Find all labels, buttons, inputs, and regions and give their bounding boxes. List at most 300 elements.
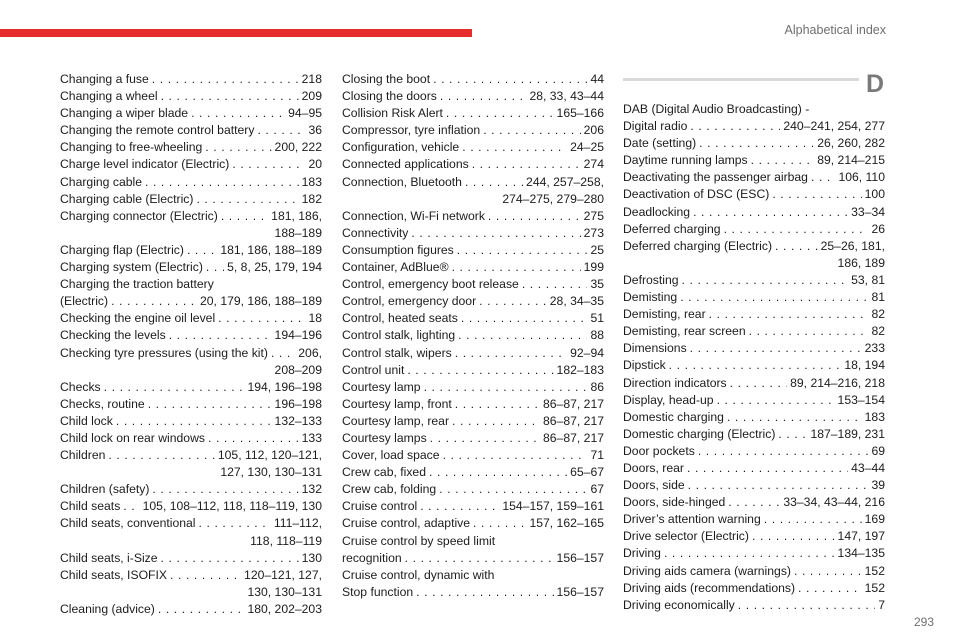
index-entry: [342, 71, 604, 88]
index-entry-term: Courtesy lamps: [342, 430, 427, 445]
index-entry-term: Drive selector (Electric): [623, 529, 749, 544]
index-entry-pages[interactable]: 100: [864, 187, 885, 202]
dot-leader: [682, 272, 849, 289]
index-entry: [60, 310, 322, 327]
index-entry-term: Deferred charging: [623, 221, 721, 236]
index-entry-term: Driving: [623, 546, 661, 561]
dot-leader: [738, 597, 875, 614]
index-entry-pages[interactable]: 67: [590, 482, 604, 497]
dot-leader: [690, 340, 862, 357]
dot-leader: [693, 204, 848, 221]
dot-leader: [751, 152, 815, 169]
index-entry-pages[interactable]: 218: [301, 72, 322, 86]
index-entry-heading-line: Cruise control by speed limit: [342, 533, 496, 548]
index-entry: [623, 494, 885, 511]
index-entry-row: [342, 156, 604, 173]
index-entry-pages[interactable]: 133: [301, 430, 322, 445]
index-entry-pages[interactable]: 169: [864, 512, 885, 527]
index-entry-term: Crew cab, fixed: [342, 465, 426, 480]
index-entry-pages-continued[interactable]: 188–189: [274, 225, 322, 240]
index-entry: [342, 413, 604, 430]
dot-leader: [420, 498, 499, 515]
index-entry-term: recognition: [342, 550, 402, 565]
index-entry-pages[interactable]: 180, 202–203: [247, 601, 322, 616]
index-entry: [342, 105, 604, 122]
index-entry: [342, 208, 604, 225]
page-header-title: Alphabetical index: [784, 23, 886, 37]
index-entry-term: Crew cab, folding: [342, 482, 437, 497]
index-entry-pages[interactable]: 196–198: [274, 396, 322, 411]
dot-leader: [161, 88, 299, 105]
index-entry-term: Control stalk, lighting: [342, 328, 456, 343]
index-entry-pages[interactable]: 275: [583, 208, 604, 223]
index-entry: [623, 204, 885, 221]
index-entry-pages[interactable]: 132–133: [274, 413, 322, 428]
index-entry-heading-line: DAB (Digital Audio Broadcasting) -: [623, 102, 810, 116]
index-entry-row: [60, 191, 322, 208]
index-entry-row: [60, 327, 322, 344]
index-entry: [60, 242, 322, 259]
index-entry: [342, 156, 604, 173]
dot-leader: [440, 88, 527, 105]
index-entry: [342, 533, 604, 567]
index-entry-term: Closing the boot: [342, 72, 431, 86]
index-entry: [623, 409, 885, 426]
index-entry: [623, 392, 885, 409]
index-entry-row: [342, 208, 604, 225]
dot-leader: [271, 345, 295, 362]
index-entry-pages[interactable]: 88: [590, 328, 604, 343]
index-entry-term: Changing a fuse: [60, 72, 149, 86]
index-entry-pages[interactable]: 39: [871, 478, 885, 493]
index-entry: [342, 139, 604, 156]
index-entry-pages[interactable]: 187–189, 231: [810, 426, 885, 441]
dot-leader: [462, 139, 567, 156]
dot-leader: [429, 464, 567, 481]
index-entry-row: [623, 443, 885, 460]
index-entry-pages[interactable]: 181, 186,: [271, 208, 322, 223]
index-entry-row: [623, 409, 885, 426]
index-entry-row: [623, 340, 885, 357]
index-entry: [623, 460, 885, 477]
dot-leader: [472, 156, 581, 173]
index-entry-pages[interactable]: 43–44: [851, 460, 885, 475]
index-entry-pages[interactable]: 81: [871, 290, 885, 305]
dot-leader: [698, 443, 869, 460]
index-entry-pages-continued[interactable]: 127, 130, 130–131: [220, 465, 322, 480]
index-entry-pages-continued[interactable]: 130, 130–131: [247, 584, 322, 599]
index-entry-row: [342, 242, 604, 259]
page-number: 293: [913, 615, 934, 629]
index-entry: [342, 242, 604, 259]
index-entry-term: Changing the remote control battery: [60, 123, 255, 138]
index-entry-pages[interactable]: 5, 8, 25, 179, 194: [227, 260, 322, 275]
index-entry: [623, 238, 885, 272]
index-entry-term: Control unit: [342, 362, 405, 377]
index-entry: [623, 580, 885, 597]
index-entry-row: [60, 515, 322, 532]
dot-leader: [457, 242, 588, 259]
dot-leader: [206, 259, 224, 276]
dot-leader: [458, 327, 587, 344]
index-entry-pages[interactable]: 147, 197: [837, 529, 885, 544]
dot-leader: [148, 396, 272, 413]
index-entry-pages[interactable]: 153–154: [837, 392, 885, 407]
index-entry: [60, 345, 322, 379]
index-entry: [342, 430, 604, 447]
dot-leader: [752, 528, 835, 545]
dot-leader: [446, 105, 554, 122]
index-entry-pages[interactable]: 200, 222: [274, 140, 322, 155]
index-entry-row: [623, 152, 885, 169]
index-entry: [623, 375, 885, 392]
index-entry-row: [342, 430, 604, 447]
dot-leader: [161, 550, 299, 567]
index-entry-pages[interactable]: 89, 214–216, 218: [790, 375, 885, 390]
index-entry-term: Driver’s attention warning: [623, 512, 761, 527]
index-entry: [623, 306, 885, 323]
index-entry-pages[interactable]: 152: [864, 563, 885, 578]
index-entry: [623, 221, 885, 238]
index-entry-pages[interactable]: 33–34: [851, 204, 885, 219]
index-entry-term: Deactivation of DSC (ESC): [623, 187, 770, 202]
index-entry-row: [342, 276, 604, 293]
index-entry: [342, 379, 604, 396]
index-entry-pages[interactable]: 28, 34–35: [549, 294, 604, 309]
section-divider: [623, 78, 859, 81]
index-entry-pages[interactable]: 94–95: [288, 106, 322, 121]
index-entry: [342, 225, 604, 242]
index-entry-pages[interactable]: 244, 257–258,: [526, 174, 604, 189]
index-entry-pages[interactable]: 71: [590, 448, 604, 463]
index-entry-row: [342, 481, 604, 498]
index-entry-row: [60, 379, 322, 396]
index-entry-term: Domestic charging: [623, 409, 724, 424]
index-entry-term: Date (setting): [623, 136, 697, 151]
index-entry-row: [623, 511, 885, 528]
index-entry-row: [60, 345, 322, 362]
dot-leader: [778, 426, 807, 443]
index-entry-pages[interactable]: 35: [590, 277, 604, 292]
section-letter: D: [866, 70, 885, 98]
index-entry-pages[interactable]: 273: [583, 225, 604, 240]
index-entry-term: Doors, rear: [623, 460, 684, 475]
index-entry-pages[interactable]: 36: [308, 123, 322, 138]
index-entry-pages[interactable]: 20: [308, 157, 322, 172]
index-entry-row: [623, 323, 885, 340]
index-entry: [342, 481, 604, 498]
index-entry-pages[interactable]: 105, 108–112, 118, 118–119, 130: [142, 499, 322, 514]
dot-leader: [257, 122, 305, 139]
dot-leader: [104, 379, 245, 396]
index-entry-pages-continued[interactable]: 208–209: [274, 362, 322, 377]
index-entry-pages[interactable]: 89, 214–215: [817, 153, 885, 168]
dot-leader: [170, 567, 241, 584]
dot-leader: [465, 174, 523, 191]
index-entry: [623, 357, 885, 374]
index-entry-pages-continued[interactable]: 118, 118–119: [250, 533, 322, 548]
index-entry: [60, 481, 322, 498]
dot-leader: [664, 545, 835, 562]
index-entry-pages[interactable]: 7: [878, 597, 885, 612]
index-entry-pages[interactable]: 194–196: [274, 328, 322, 343]
index-entry-term: Checking the engine oil level: [60, 311, 216, 326]
index-entry-row: [342, 413, 604, 430]
index-entry-term: Courtesy lamp, rear: [342, 413, 450, 428]
index-entry: [623, 477, 885, 494]
index-entry-pages[interactable]: 182–183: [556, 362, 604, 377]
index-entry-row: [342, 396, 604, 413]
index-entry-row: [342, 379, 604, 396]
index-entry-heading-line: Charging the traction battery: [60, 277, 214, 292]
index-entry-term: Dimensions: [623, 341, 687, 356]
index-entry-row: [342, 259, 604, 276]
index-entry-pages[interactable]: 181, 186, 188–189: [220, 242, 322, 257]
index-entry-pages[interactable]: 65–67: [570, 465, 604, 480]
index-entry-pages[interactable]: 111–112,: [273, 516, 322, 531]
index-entry: [60, 208, 322, 242]
index-entry-heading-line: Cruise control, dynamic with: [342, 567, 495, 582]
dot-leader: [208, 430, 299, 447]
index-entry: [60, 139, 322, 156]
index-entry-pages[interactable]: 18, 194: [844, 358, 885, 373]
dot-leader: [461, 310, 588, 327]
index-entry: [623, 528, 885, 545]
index-entry-row: [60, 105, 322, 122]
index-entry-pages[interactable]: 51: [590, 311, 604, 326]
index-entry-pages[interactable]: 120–121, 127,: [244, 567, 322, 582]
index-entry: [342, 293, 604, 310]
index-entry-pages[interactable]: 274: [583, 157, 604, 172]
header-accent-bar: [0, 29, 472, 37]
index-entry-term: Child seats: [60, 499, 121, 514]
index-entry-term: Configuration, vehicle: [342, 140, 460, 155]
index-entry-pages[interactable]: 233: [864, 341, 885, 356]
index-entry-row: [342, 225, 604, 242]
index-entry-row: [342, 550, 604, 567]
dot-leader: [221, 208, 268, 225]
index-entry-pages[interactable]: 53, 81: [851, 272, 885, 287]
dot-leader: [522, 276, 588, 293]
index-entry-pages[interactable]: 134–135: [837, 546, 885, 561]
index-entry-pages[interactable]: 33–34, 43–44, 216: [783, 495, 885, 510]
index-entry-row: [60, 481, 322, 498]
index-entry-pages[interactable]: 156–157: [556, 550, 604, 565]
index-entry-row: [342, 71, 604, 88]
dot-leader: [439, 481, 587, 498]
index-entry-term: Driving economically: [623, 597, 735, 612]
index-entry-term: Changing to free-wheeling: [60, 140, 203, 155]
index-entry-row: [60, 122, 322, 139]
index-entry: [342, 327, 604, 344]
index-entry-term: Charge level indicator (Electric): [60, 157, 230, 172]
dot-leader: [430, 430, 540, 447]
index-entry: [60, 156, 322, 173]
dot-leader: [433, 71, 587, 88]
index-entry-pages[interactable]: 156–157: [556, 584, 604, 599]
index-entry: [60, 413, 322, 430]
index-entry-pages[interactable]: 26, 260, 282: [817, 136, 885, 151]
index-entry-pages[interactable]: 86–87, 217: [543, 413, 604, 428]
dot-leader: [455, 396, 540, 413]
index-entry-term: Defrosting: [623, 272, 679, 287]
index-entry-row: [623, 306, 885, 323]
index-entry-term: Changing a wiper blade: [60, 106, 189, 121]
dot-leader: [191, 105, 285, 122]
index-entry: [342, 88, 604, 105]
index-entry: [623, 323, 885, 340]
dot-leader: [479, 293, 547, 310]
index-column-1: [60, 71, 322, 618]
index-entry-pages[interactable]: 130: [301, 550, 322, 565]
dot-leader: [488, 208, 581, 225]
index-entry-pages[interactable]: 25–26, 181,: [820, 238, 885, 253]
index-entry-row: [60, 498, 322, 515]
dot-leader: [717, 392, 835, 409]
index-entry-pages[interactable]: 69: [871, 443, 885, 458]
index-entry-row: [60, 208, 322, 225]
index-entry: [60, 191, 322, 208]
index-entry-term: Checks, routine: [60, 396, 145, 411]
index-entry: [342, 396, 604, 413]
index-entry-pages[interactable]: 86: [590, 379, 604, 394]
index-entry-row: [60, 139, 322, 156]
index-entry-pages[interactable]: 106, 110: [838, 170, 885, 185]
dot-leader: [764, 511, 862, 528]
index-entry: [60, 396, 322, 413]
index-entry-pages[interactable]: 206,: [298, 345, 322, 360]
index-entry-pages[interactable]: 206: [583, 123, 604, 138]
index-entry-pages[interactable]: 82: [871, 324, 885, 339]
index-entry-pages[interactable]: 199: [583, 260, 604, 275]
index-entry: [623, 426, 885, 443]
index-entry: [60, 276, 322, 310]
index-entry-row: [623, 118, 885, 135]
index-entry-pages[interactable]: 152: [864, 580, 885, 595]
index-entry-row: [342, 310, 604, 327]
index-entry-term: Digital radio: [623, 119, 688, 134]
index-entry-term: (Electric): [60, 294, 109, 309]
index-entry: [623, 563, 885, 580]
index-entry-term: Connection, Bluetooth: [342, 174, 462, 189]
dot-leader: [699, 135, 814, 152]
index-entry-term: Door pockets: [623, 443, 695, 458]
index-entry-pages[interactable]: 209: [301, 89, 322, 104]
dot-leader: [690, 118, 780, 135]
index-entry-row: [623, 392, 885, 409]
index-entry-term: Cover, load space: [342, 448, 440, 463]
dot-leader: [145, 174, 299, 191]
index-entry-pages-continued[interactable]: 186, 189: [837, 255, 885, 270]
index-entry-term: Direction indicators: [623, 375, 727, 390]
dot-leader: [443, 447, 588, 464]
index-entry-row: [60, 174, 322, 191]
index-entry-term: Consumption figures: [342, 242, 454, 257]
index-entry: [60, 259, 322, 276]
index-entry-pages[interactable]: 26: [871, 221, 885, 236]
index-entry-row: [342, 122, 604, 139]
index-entry-row: [342, 498, 604, 515]
index-entry: [342, 310, 604, 327]
index-entry-pages[interactable]: 44: [590, 72, 604, 86]
index-entry: [623, 186, 885, 203]
index-entry-term: Compressor, tyre inflation: [342, 123, 481, 138]
index-entry: [60, 447, 322, 481]
index-entry-pages[interactable]: 194, 196–198: [247, 379, 322, 394]
index-entry: [623, 152, 885, 169]
index-entry-term: Connectivity: [342, 225, 409, 240]
index-entry: [623, 340, 885, 357]
dot-leader: [158, 601, 245, 618]
index-entry-term: Children: [60, 448, 106, 463]
dot-leader: [416, 584, 553, 601]
index-entry-pages[interactable]: 183: [301, 174, 322, 189]
index-entry-pages[interactable]: 25: [590, 242, 604, 257]
index-entry-term: Courtesy lamp, front: [342, 396, 452, 411]
index-entry-pages[interactable]: 92–94: [570, 345, 604, 360]
index-entry: [60, 515, 322, 549]
index-entry-pages-continued[interactable]: 274–275, 279–280: [502, 191, 604, 206]
index-entry-row: [623, 563, 885, 580]
index-entry-pages[interactable]: 154–157, 159–161: [502, 499, 604, 514]
index-entry-term: Control, heated seats: [342, 311, 458, 326]
index-entry-row: [342, 88, 604, 105]
dot-leader: [724, 221, 869, 238]
index-entry-term: Cleaning (advice): [60, 601, 155, 616]
dot-leader: [187, 242, 217, 259]
dot-leader: [727, 409, 862, 426]
index-entry-pages[interactable]: 20, 179, 186, 188–189: [200, 294, 322, 309]
dot-leader: [152, 71, 299, 88]
index-entry-row: [623, 597, 885, 614]
index-entry-row: [623, 204, 885, 221]
index-entry-pages[interactable]: 132: [301, 482, 322, 497]
index-entry-pages[interactable]: 24–25: [570, 140, 604, 155]
dot-leader: [405, 550, 554, 567]
index-entry-term: Daytime running lamps: [623, 153, 748, 168]
dot-leader: [411, 225, 580, 242]
index-entry: [60, 550, 322, 567]
index-entry: [342, 567, 604, 601]
index-entry-row: [623, 426, 885, 443]
index-entry-pages[interactable]: 18: [308, 311, 322, 326]
index-entry-row: [60, 242, 322, 259]
index-entry: [623, 169, 885, 186]
index-entry-pages[interactable]: 165–166: [556, 106, 604, 121]
index-entry-pages[interactable]: 86–87, 217: [543, 396, 604, 411]
index-entry-pages[interactable]: 82: [871, 307, 885, 322]
index-entry-pages[interactable]: 28, 33, 43–44: [529, 89, 604, 104]
index-entry-pages[interactable]: 105, 112, 120–121,: [217, 448, 322, 463]
index-entry-pages[interactable]: 157, 162–165: [529, 516, 604, 531]
dot-leader: [775, 238, 818, 255]
index-entry-pages[interactable]: 182: [301, 191, 322, 206]
index-entry: [342, 174, 604, 208]
index-entry-term: Deactivating the passenger airbag: [623, 170, 808, 185]
index-entry: [623, 101, 885, 135]
index-entry-term: Demisting, rear: [623, 307, 706, 322]
index-entry-term: Control, emergency door: [342, 294, 477, 309]
index-entry-pages[interactable]: 86–87, 217: [543, 430, 604, 445]
index-entry-pages[interactable]: 183: [864, 409, 885, 424]
index-entry-pages[interactable]: 240–241, 254, 277: [783, 119, 885, 134]
index-entry-row: [342, 584, 604, 601]
index-entry-term: Cruise control: [342, 499, 418, 514]
index-entry: [623, 289, 885, 306]
index-entry: [623, 272, 885, 289]
index-entry: [342, 362, 604, 379]
index-entry-row: [60, 310, 322, 327]
